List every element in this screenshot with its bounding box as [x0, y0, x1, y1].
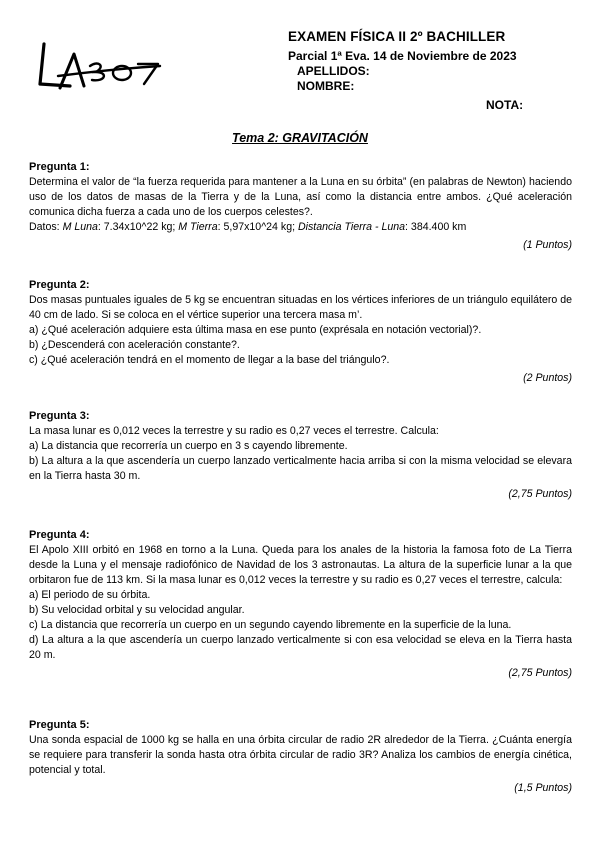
question-4 [29, 528, 572, 681]
question-title: Pregunta 2: [29, 279, 90, 291]
question-points: (1 Puntos) [523, 239, 572, 251]
question-part-c: c) La distancia que recorrería un cuerpo en un segundo cayendo libremente en la superficie de la luna. [29, 619, 512, 631]
question-points: (2 Puntos) [523, 372, 572, 384]
question-title: Pregunta 5: [29, 719, 90, 731]
nota-label: NOTA: [486, 98, 524, 112]
question-part-a: a) La distancia que recorrería un cuerpo en 3 s cayendo libremente. [29, 440, 348, 452]
exam-date: Parcial 1ª Eva. 14 de Noviembre de 2023 [288, 49, 517, 63]
question-points: (2,75 Puntos) [508, 488, 572, 500]
question-title: Pregunta 3: [29, 410, 90, 422]
question-1 [29, 160, 572, 253]
apellidos-label: APELLIDOS: [297, 64, 370, 78]
question-text: Dos masas puntuales iguales de 5 kg se encuentran situadas en los vértices inferiores de un triángulo equilátero de 40 cm de lado. Si se coloca en el vértice superior una tercera masa m’. [29, 294, 572, 321]
question-title: Pregunta 1: [29, 161, 90, 173]
question-part-b: b) La altura a la que ascendería un cuerpo lanzado verticalmente hacia arriba si con la misma velocidad se elevara en la Tierra hasta 30 m. [29, 455, 572, 482]
question-text: El Apolo XIII orbitó en 1968 en torno a la Luna. Queda para los anales de la historia la famosa foto de La Tierra desde la Luna y el mensaje radiofónico de Navidad de los 3 astronautas. La altura de la superficie lunar a la que orbitaron fue de 113 km. Si la masa lunar es 0,012 veces la terrestre y su radio es 0,27 veces el terrestre, calcula: [29, 544, 572, 586]
question-title: Pregunta 4: [29, 529, 90, 541]
question-part-b: b) Su velocidad orbital y su velocidad angular. [29, 604, 245, 616]
question-part-b: b) ¿Descenderá con aceleración constante?. [29, 339, 240, 351]
question-2 [29, 278, 572, 386]
logo [30, 36, 170, 96]
topic-title: Tema 2: GRAVITACIÓN [232, 131, 368, 145]
exam-header [288, 29, 588, 93]
nombre-label: NOMBRE: [297, 79, 355, 93]
question-part-a: a) ¿Qué aceleración adquiere esta última masa en ese punto (exprésala en notación vectorial)?. [29, 324, 482, 336]
question-text: Determina el valor de “la fuerza requerida para mantener a la Luna en su órbita” (en palabras de Newton) haciendo uso de los datos de masas de la Tierra y de la Luna, así como la distancia entre ambos. ¿Qué aceleración comunica dicha fuerza a cada uno de los cuerpos celestes?. [29, 176, 572, 218]
question-points: (1,5 Puntos) [514, 782, 572, 794]
question-points: (2,75 Puntos) [508, 667, 572, 679]
question-text: La masa lunar es 0,012 veces la terrestre y su radio es 0,27 veces el terrestre. Calcula: [29, 425, 439, 437]
question-part-d: d) La altura a la que ascendería un cuerpo lanzado verticalmente si con esa velocidad se eleva en la Tierra hasta 20 m. [29, 634, 572, 661]
question-5 [29, 718, 572, 796]
la307-handwritten-logo [30, 36, 170, 96]
question-data: Datos: M Luna: 7.34x10^22 kg; M Tierra: 5,97x10^24 kg; Distancia Tierra - Luna: 384.400 km [29, 221, 467, 233]
question-3 [29, 409, 572, 502]
question-part-a: a) El periodo de su órbita. [29, 589, 151, 601]
question-part-c: c) ¿Qué aceleración tendrá en el momento de llegar a la base del triángulo?. [29, 354, 390, 366]
exam-title: EXAMEN FÍSICA II 2º BACHILLER [288, 29, 506, 44]
question-text: Una sonda espacial de 1000 kg se halla en una órbita circular de radio 2R alrededor de la Tierra. ¿Cuánta energía se requiere para transferir la sonda hasta otra órbita circular de radio 3R? Analiza los cambios de energía cinética, potencial y total. [29, 734, 572, 776]
